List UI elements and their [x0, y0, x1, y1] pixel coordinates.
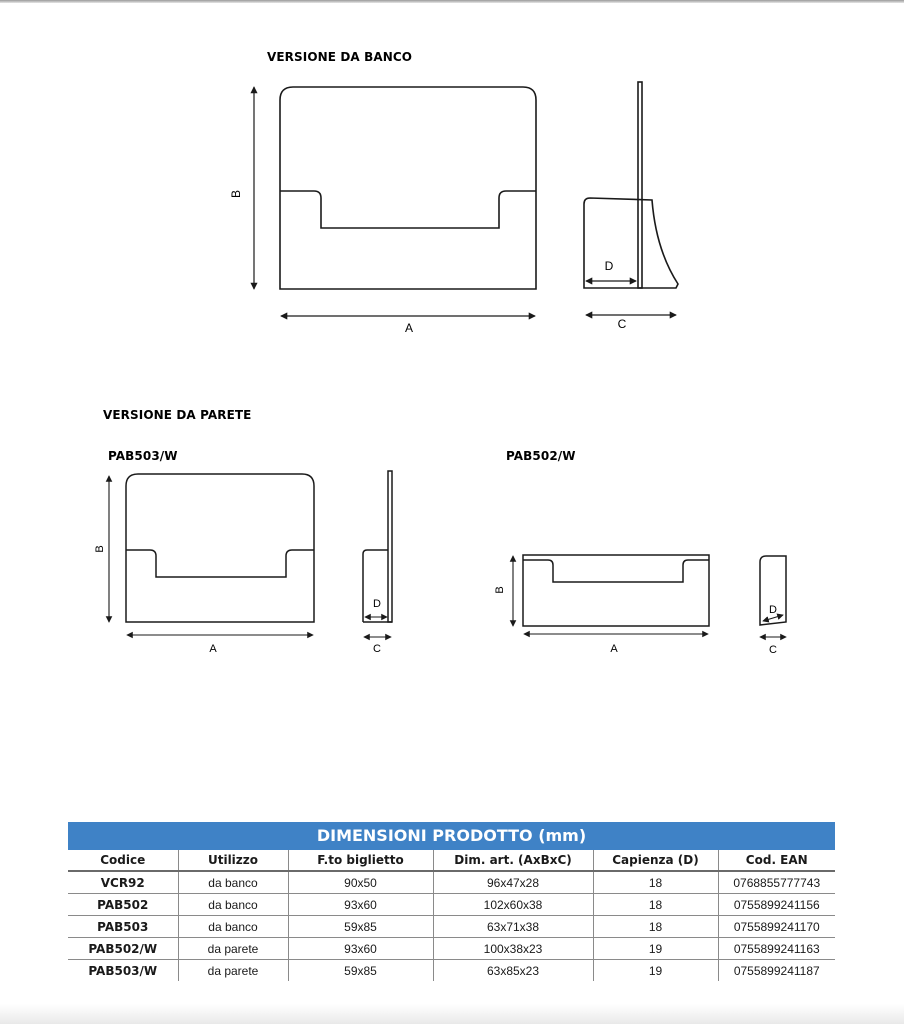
bottom-edge-shadow — [0, 1004, 904, 1024]
wall-version-title: VERSIONE DA PARETE — [103, 408, 252, 422]
wall-model-1-title: PAB503/W — [108, 449, 178, 463]
counter-dimension-c — [586, 315, 676, 331]
column-header-ean: Cod. EAN — [718, 850, 835, 871]
cell-card-format: 93x60 — [288, 938, 433, 960]
cell-card-format: 93x60 — [288, 894, 433, 916]
counter-version-title: VERSIONE DA BANCO — [267, 50, 413, 64]
label-c: C — [769, 644, 777, 656]
table-row — [68, 960, 835, 982]
pab502w-front-view — [523, 555, 709, 626]
label-c: C — [617, 317, 627, 331]
cell-code: PAB502 — [68, 894, 178, 916]
cell-dimensions: 102x60x38 — [433, 894, 593, 916]
cell-usage: da banco — [178, 916, 288, 938]
wall-model-2-title: PAB502/W — [506, 449, 576, 463]
dimensions-grid — [68, 850, 835, 981]
cell-capacity: 19 — [593, 938, 718, 960]
cell-ean: 0768855777743 — [718, 871, 835, 894]
pab503w-dimension-d — [365, 598, 387, 617]
cell-usage: da banco — [178, 871, 288, 894]
label-a: A — [404, 321, 414, 335]
pab502w-dimension-d — [763, 604, 783, 621]
label-a: A — [610, 643, 618, 655]
label-b: B — [494, 586, 506, 594]
counter-dimension-b — [229, 87, 254, 289]
pab503w-dimension-b — [94, 476, 109, 622]
table-row — [68, 938, 835, 960]
table-title: DIMENSIONI PRODOTTO (mm) — [68, 822, 835, 850]
label-d: D — [604, 259, 614, 273]
cell-dimensions: 63x85x23 — [433, 960, 593, 982]
cell-usage: da parete — [178, 938, 288, 960]
column-header-code: Codice — [68, 850, 178, 871]
cell-capacity: 18 — [593, 894, 718, 916]
label-a: A — [209, 643, 217, 655]
cell-code: PAB503 — [68, 916, 178, 938]
cell-capacity: 18 — [593, 871, 718, 894]
pab503w-front-view — [126, 474, 314, 622]
counter-front-view — [280, 87, 536, 289]
label-b: B — [94, 545, 106, 553]
cell-usage: da parete — [178, 960, 288, 982]
cell-ean: 0755899241156 — [718, 894, 835, 916]
counter-dimension-a — [281, 316, 535, 335]
cell-code: PAB502/W — [68, 938, 178, 960]
pab503w-dimension-c — [364, 637, 391, 655]
cell-card-format: 90x50 — [288, 871, 433, 894]
table-header-row — [68, 850, 835, 871]
cell-dimensions: 96x47x28 — [433, 871, 593, 894]
cell-card-format: 59x85 — [288, 916, 433, 938]
cell-capacity: 19 — [593, 960, 718, 982]
counter-dimension-d — [586, 259, 636, 281]
pab502w-dimension-c — [760, 637, 786, 656]
cell-dimensions: 63x71x38 — [433, 916, 593, 938]
cell-code: VCR92 — [68, 871, 178, 894]
table-row — [68, 894, 835, 916]
pab502w-dimension-b — [494, 556, 513, 626]
label-d: D — [769, 604, 777, 616]
label-b: B — [229, 189, 243, 199]
label-c: C — [373, 643, 381, 655]
cell-card-format: 59x85 — [288, 960, 433, 982]
table-row — [68, 871, 835, 894]
table-row — [68, 916, 835, 938]
pab503w-dimension-a — [127, 635, 313, 655]
column-header-card-format: F.to biglietto — [288, 850, 433, 871]
cell-capacity: 18 — [593, 916, 718, 938]
cell-ean: 0755899241163 — [718, 938, 835, 960]
cell-ean: 0755899241187 — [718, 960, 835, 982]
cell-usage: da banco — [178, 894, 288, 916]
counter-side-view — [584, 82, 678, 288]
pab502w-dimension-a — [524, 634, 708, 655]
column-header-capacity: Capienza (D) — [593, 850, 718, 871]
cell-ean: 0755899241170 — [718, 916, 835, 938]
label-d: D — [373, 598, 381, 610]
cell-code: PAB503/W — [88, 963, 158, 978]
column-header-dimensions: Dim. art. (AxBxC) — [433, 850, 593, 871]
product-dimensions-table — [68, 822, 835, 981]
cell-dimensions: 100x38x23 — [433, 938, 593, 960]
column-header-usage: Utilizzo — [178, 850, 288, 871]
